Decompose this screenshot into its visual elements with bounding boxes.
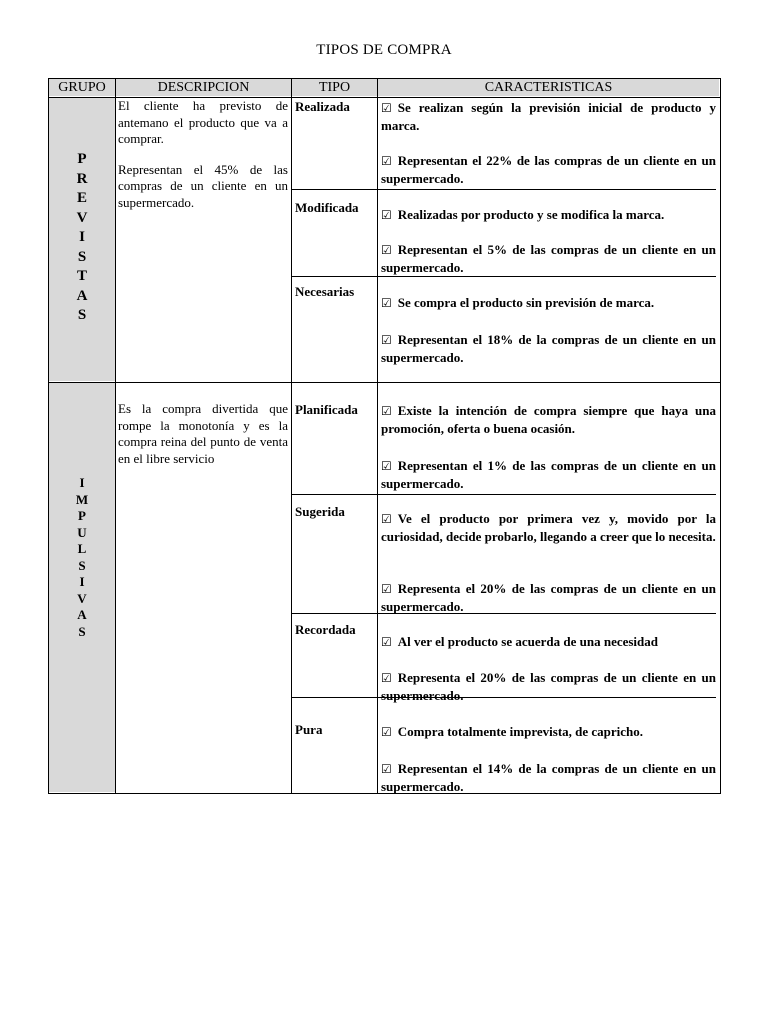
caracteristica: ☑ Representan el 18% de la compras de un cliente en un supermercado. bbox=[381, 332, 716, 365]
caracteristica: ☑ Ve el producto por primera vez y, movido por la curiosidad, decide probarlo, llegando a creer que lo necesita. bbox=[381, 511, 716, 544]
checkbox-icon: ☑ bbox=[381, 333, 392, 347]
tipo-necesarias: Necesarias bbox=[295, 284, 355, 299]
header-grupo: GRUPO bbox=[49, 79, 115, 96]
checkbox-icon: ☑ bbox=[381, 243, 392, 257]
row-divider bbox=[291, 189, 716, 190]
checkbox-icon: ☑ bbox=[381, 725, 392, 739]
purchase-types-table bbox=[48, 78, 721, 794]
caracteristica: ☑ Representa el 20% de las compras de un cliente en un supermercado. bbox=[381, 670, 716, 703]
caracteristica: ☑ Representan el 22% de las compras de un cliente en un supermercado. bbox=[381, 153, 716, 186]
group-letter: S bbox=[77, 307, 87, 323]
caracteristica: ☑ Compra totalmente imprevista, de capricho. bbox=[381, 724, 644, 739]
group-letter: M bbox=[75, 491, 89, 507]
caracteristica: ☑ Al ver el producto se acuerda de una necesidad bbox=[381, 634, 659, 649]
tipo-modificada: Modificada bbox=[295, 200, 359, 215]
caracteristica: ☑ Se compra el producto sin previsión de marca. bbox=[381, 295, 655, 310]
description-text: Es la compra divertida que rompe la monotonía y es la compra reina del punto de venta en el libre servicio bbox=[118, 401, 288, 466]
caracteristica: ☑ Realizadas por producto y se modifica la marca. bbox=[381, 207, 665, 222]
description-text: El cliente ha previsto de antemano el producto que va a comprar. bbox=[118, 98, 288, 146]
group-letter: I bbox=[79, 574, 85, 589]
document-title: TIPOS DE COMPRA bbox=[316, 42, 452, 58]
group-letter: P bbox=[77, 151, 87, 167]
group-impulsivas bbox=[49, 383, 115, 792]
column-divider bbox=[115, 78, 116, 794]
group-letter: P bbox=[78, 508, 86, 523]
row-divider bbox=[291, 276, 716, 277]
group-letter: I bbox=[79, 229, 85, 245]
tipo-pura: Pura bbox=[295, 722, 323, 737]
caracteristica: ☑ Representa el 20% de las compras de un cliente en un supermercado. bbox=[381, 581, 716, 614]
column-divider bbox=[291, 78, 292, 794]
group-letter: S bbox=[78, 557, 86, 573]
tipo-sugerida: Sugerida bbox=[295, 504, 345, 519]
checkbox-icon: ☑ bbox=[381, 101, 392, 115]
group-letter: A bbox=[76, 287, 88, 304]
checkbox-icon: ☑ bbox=[381, 671, 392, 685]
group-letter: S bbox=[78, 623, 86, 639]
group-letter: U bbox=[77, 524, 87, 540]
group-previstas bbox=[49, 98, 115, 381]
header-caracteristicas: CARACTERISTICAS bbox=[378, 79, 719, 96]
header-descripcion: DESCRIPCION bbox=[116, 79, 291, 96]
description-impulsivas bbox=[118, 401, 288, 467]
checkbox-icon: ☑ bbox=[381, 459, 392, 473]
header-tipo: TIPO bbox=[292, 79, 377, 96]
checkbox-icon: ☑ bbox=[381, 296, 392, 310]
row-divider bbox=[291, 494, 716, 495]
tipo-realizada: Realizada bbox=[295, 99, 350, 114]
checkbox-icon: ☑ bbox=[381, 635, 392, 649]
description-text: Representan el 45% de las compras de un cliente en un supermercado. bbox=[118, 161, 288, 210]
group-letter: A bbox=[77, 607, 87, 622]
caracteristica: ☑ Representan el 1% de las compras de un cliente en un supermercado. bbox=[381, 458, 716, 491]
caracteristica: ☑ Existe la intención de compra siempre que haya una promoción, oferta o buena ocasión. bbox=[381, 403, 716, 436]
column-divider bbox=[377, 78, 378, 794]
group-letter: V bbox=[76, 209, 88, 226]
group-letter: E bbox=[76, 190, 87, 206]
checkbox-icon: ☑ bbox=[381, 762, 392, 776]
tipo-recordada: Recordada bbox=[295, 622, 356, 637]
caracteristica: ☑ Representan el 14% de la compras de un cliente en un supermercado. bbox=[381, 761, 716, 794]
group-letter: R bbox=[76, 170, 88, 187]
description-previstas bbox=[118, 98, 288, 211]
checkbox-icon: ☑ bbox=[381, 404, 392, 418]
checkbox-icon: ☑ bbox=[381, 154, 392, 168]
checkbox-icon: ☑ bbox=[381, 208, 392, 222]
group-letter: V bbox=[77, 590, 87, 606]
caracteristica: ☑ Representan el 5% de las compras de un cliente en un supermercado. bbox=[381, 242, 716, 275]
group-letter: I bbox=[79, 475, 85, 490]
group-letter: L bbox=[77, 541, 87, 556]
checkbox-icon: ☑ bbox=[381, 582, 392, 596]
group-letter: S bbox=[77, 248, 87, 265]
group-divider bbox=[48, 382, 721, 383]
caracteristica: ☑ Se realizan según la previsión inicial de producto y marca. bbox=[381, 100, 716, 133]
checkbox-icon: ☑ bbox=[381, 512, 392, 526]
group-letter: T bbox=[76, 268, 87, 284]
tipo-planificada: Planificada bbox=[295, 402, 358, 417]
